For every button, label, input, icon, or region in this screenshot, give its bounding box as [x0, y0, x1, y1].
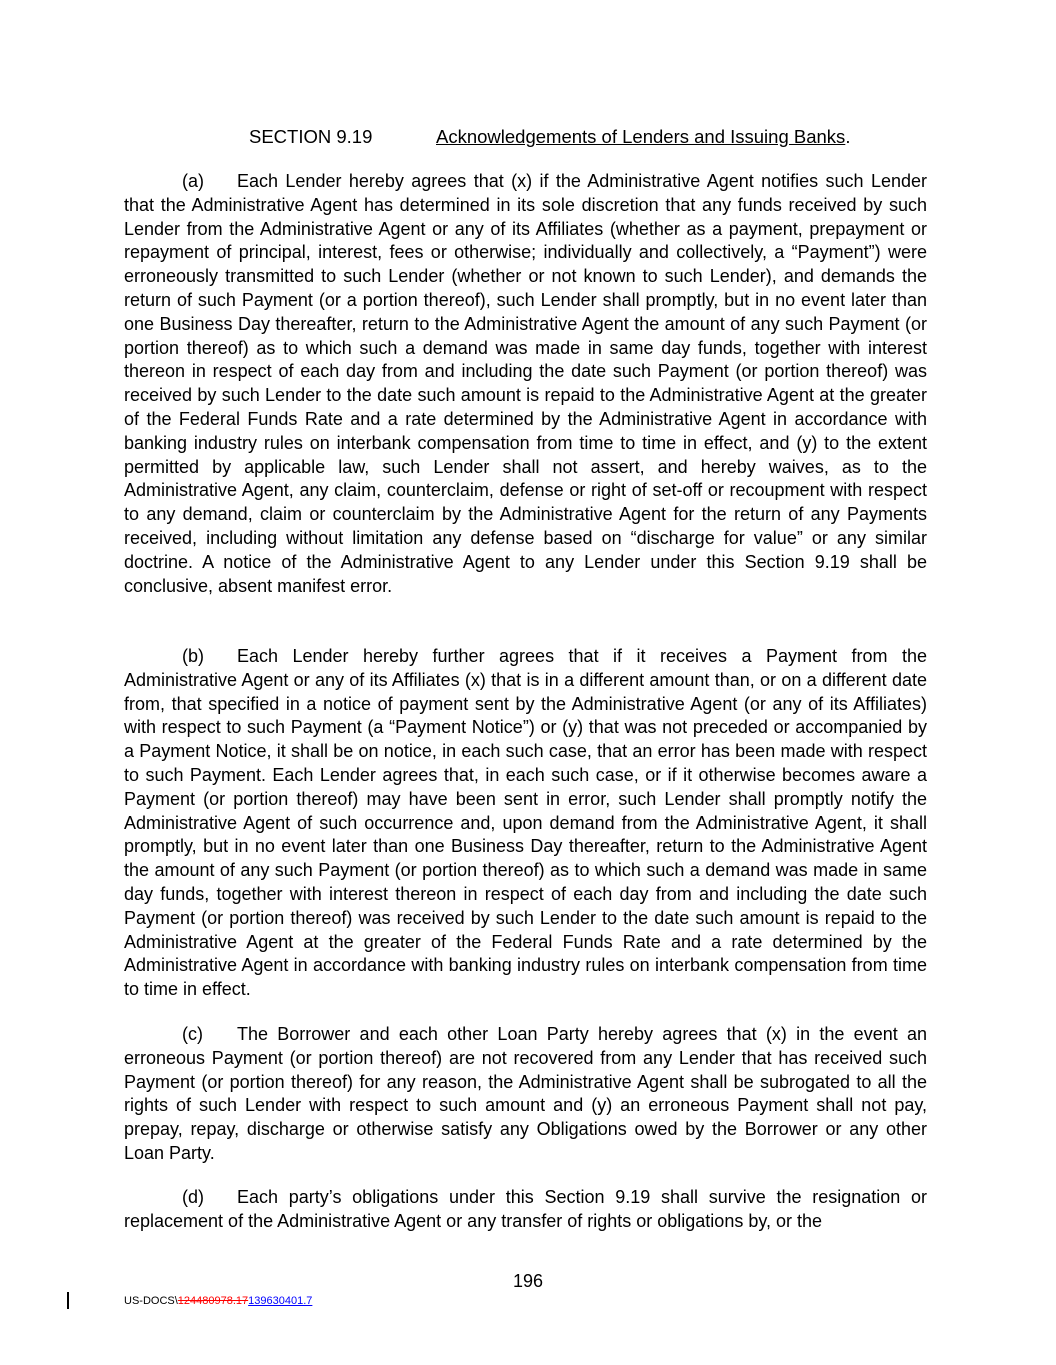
- paragraph-label: (c): [182, 1024, 203, 1044]
- paragraph-text: Each party’s obligations under this Section 9.19 shall survive the resignation or replacement of the Administrative Agent or any transfer of rights or obligations by, or the: [124, 1187, 927, 1231]
- document-id: [124, 1294, 312, 1308]
- paragraph-text: Each Lender hereby further agrees that if it receives a Payment from the Administrative Agent or any of its Affiliates (x) that is in a different amount than, or on a different date from, that specified in a notice of payment sent by the Administrative Agent (or any of its Affiliates) with respect to such Payment (a “Payment Notice”) or (y) that was not preceded or accompanied by a Payment Notice, it shall be on notice, in each such case, that an error has been made with respect to such Payment. Each Lender agrees that, in each such case, or if it otherwise becomes aware a Payment (or portion thereof) may have been sent in error, such Lender shall promptly notify the Administrative Agent of such occurrence and, upon demand from the Administrative Agent, it shall promptly, but in no event later than one Business Day thereafter, return to the Administrative Agent the amount of any such Payment (or portion thereof) as to which such a demand was made in same day funds, together with interest thereon in respect of each day from and including the date such Payment (or portion thereof) was received by such Lender to the date such amount is repaid to the Administrative Agent at the greater of the Federal Funds Rate and a rate determined by the Administrative Agent in accordance with banking industry rules on interbank compensation from time to time in effect.: [124, 646, 927, 1000]
- page-number: 196: [512, 1271, 544, 1291]
- paragraph-c: [124, 1023, 927, 1166]
- revision-change-bar: [67, 1292, 69, 1309]
- paragraph-b: [124, 645, 927, 1002]
- paragraph-a: [124, 170, 927, 598]
- paragraph-text: Each Lender hereby agrees that (x) if the Administrative Agent notifies such Lender that the Administrative Agent has determined in its sole discretion that any funds received by such Lender from the Administrative Agent or any of its Affiliates (whether as a payment, prepayment or repayment of principal, interest, fees or otherwise; individually and collectively, a “Payment”) were erroneously transmitted to such Lender (whether or not known to such Lender), and demands the return of such Payment (or a portion thereof), such Lender shall promptly, but in no event later than one Business Day thereafter, return to the Administrative Agent the amount of any such Payment (or portion thereof) as to which such a demand was made in same day funds, together with interest thereon in respect of each day from and including the date such Payment (or portion thereof) was received by such Lender to the date such amount is repaid to the Administrative Agent at the greater of the Federal Funds Rate and a rate determined by the Administrative Agent in accordance with banking industry rules on interbank compensation from time to time in effect, and (y) to the extent permitted by applicable law, such Lender shall not assert, and hereby waives, as to the Administrative Agent, any claim, counterclaim, defense or right of set-off or recoupment with respect to any demand, claim or counterclaim by the Administrative Agent for the return of any Payments received, including without limitation any defense based on “discharge for value” or any similar doctrine. A notice of the Administrative Agent to any Lender under this Section 9.19 shall be conclusive, absent manifest error.: [124, 171, 927, 596]
- document-id-prefix: US-DOCS\: [124, 1295, 178, 1307]
- paragraph-label: (d): [182, 1187, 204, 1207]
- section-heading: [249, 124, 850, 150]
- paragraph-text: The Borrower and each other Loan Party hereby agrees that (x) in the event an erroneous Payment (or portion thereof) are not recovered from any Lender that has received such Payment (or portion thereof) for any reason, the Administrative Agent shall be subrogated to all the rights of such Lender with respect to such amount and (y) an erroneous Payment shall not pay, prepay, repay, discharge or otherwise satisfy any Obligations owed by the Borrower or any other Loan Party.: [124, 1024, 927, 1163]
- document-id-inserted-version: 139630401.7: [248, 1295, 313, 1307]
- paragraph-label: (a): [182, 171, 204, 191]
- paragraph-d: [124, 1186, 927, 1234]
- section-title: Acknowledgements of Lenders and Issuing Banks: [436, 126, 846, 147]
- paragraph-label: (b): [182, 646, 204, 666]
- document-id-deleted-version: 124480978.17: [177, 1295, 249, 1307]
- section-number: SECTION 9.19: [249, 126, 373, 147]
- section-title-period: .: [845, 126, 851, 147]
